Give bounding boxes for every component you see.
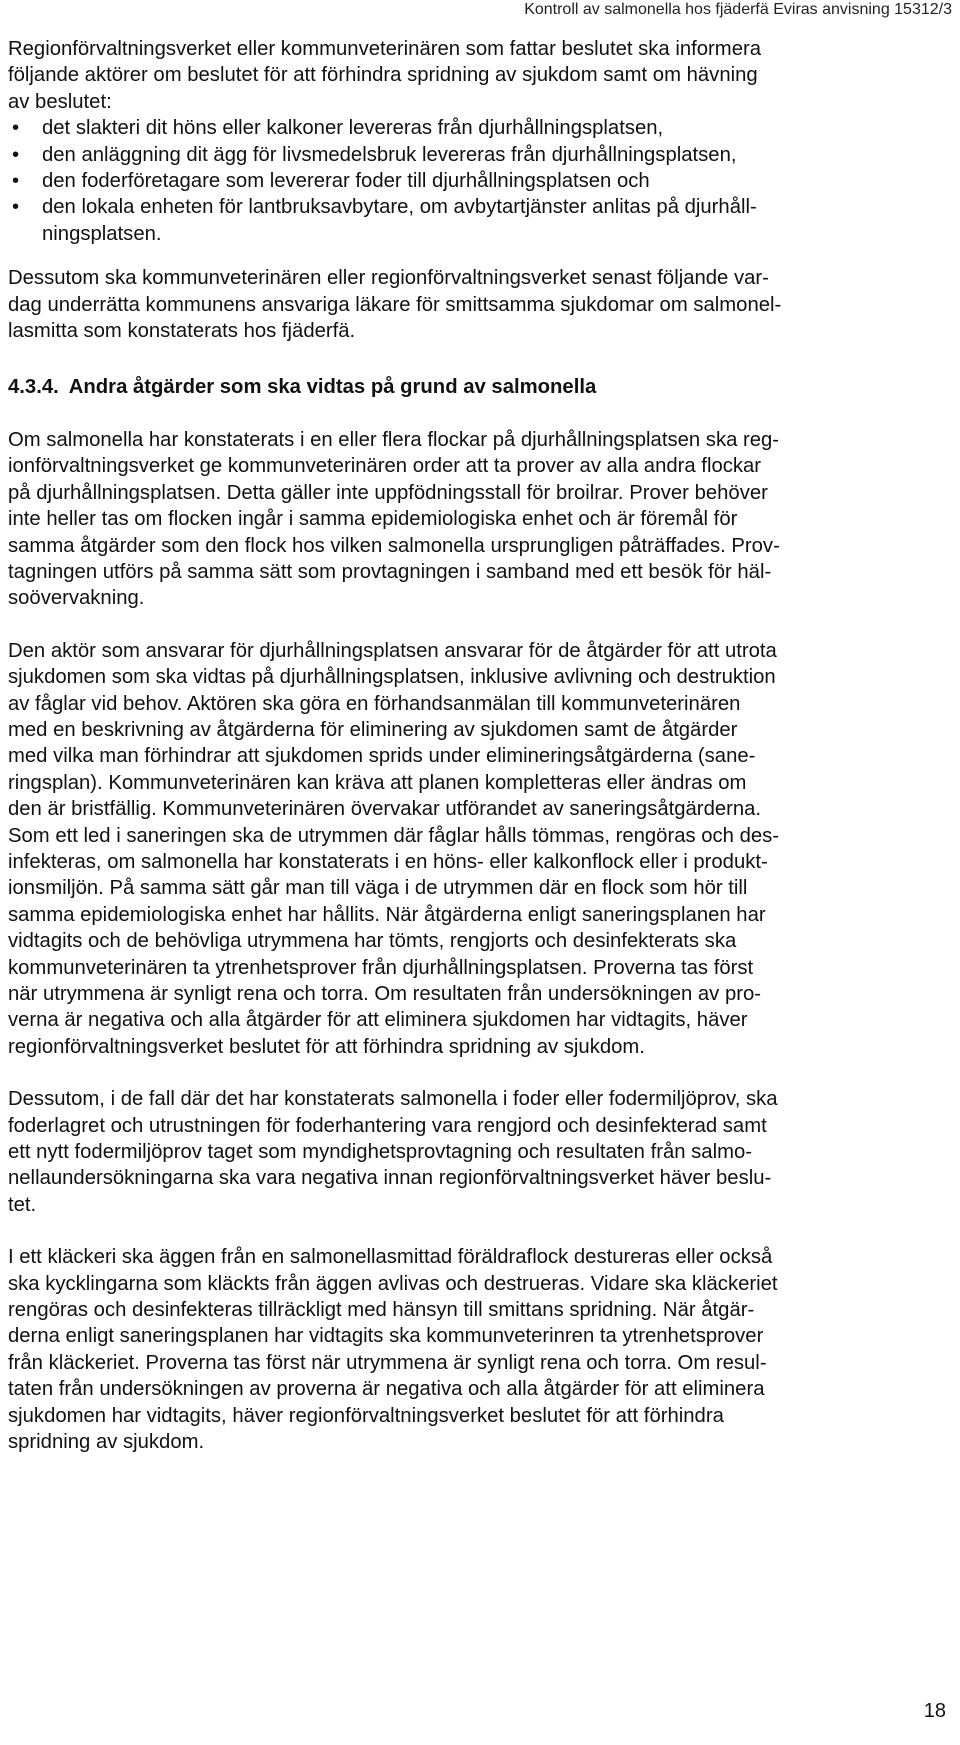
intro-paragraph: Regionförvaltningsverket eller kommunveterinären som fattar beslutet ska informera följande aktörer om beslutet för att förhindra spridning av sjukdom samt om hävning av beslutet: xyxy=(8,38,762,113)
paragraph-hatchery: I ett kläckeri ska äggen från en salmonellasmittad föräldraflock destureras eller också ska kycklingarna som kläckts från äggen avlivas och destrueras. Vidare ska kläckeriet rengöras och desinfekteras tillräckligt med hänsyn till smittans spridning. När åtgär- derna enligt saneringsplanen har vidtagits ska kommunveterinren ta ytrenhetsprover från kläckeriet. Proverna tas först när utrymmena är synligt rena och torra. Om resul- taten från undersökningen av proverna är negativa och alla åtgärder för att eliminera sjukdomen har vidtagits, häver regionförvaltningsverket beslutet för att förhindra spridning av sjukdom. xyxy=(8,1246,778,1454)
page-body xyxy=(8,36,952,1456)
list-item: • den foderföretagare som levererar foder till djurhållningsplatsen och xyxy=(8,168,952,194)
paragraph-feed: Dessutom, i de fall där det har konstaterats salmonella i foder eller fodermiljöprov, ska foderlagret och utrustningen för foderhantering vara rengjord och desinfekterad samt ett nytt fodermiljöprov taget som myndighetsprovtagning och resultaten från salmo- nellaundersökningarna ska vara negativa innan regionförvaltningsverket häver beslu- tet. xyxy=(8,1088,778,1216)
recipient-list xyxy=(8,115,952,247)
bullet-icon: • xyxy=(12,143,20,166)
page-number: 18 xyxy=(923,1700,946,1722)
paragraph-notification: Dessutom ska kommunveterinären eller regionförvaltningsverket senast följande var- dag underrätta kommunens ansvariga läkare för smittsamma sjukdomar om salmonel- lasmitta som konstaterats hos fjäderfä. xyxy=(8,267,782,343)
section-number: 4.3.4. xyxy=(8,376,59,399)
bullet-icon: • xyxy=(12,117,20,140)
bullet-icon: • xyxy=(12,196,20,219)
running-header: Kontroll av salmonella hos fjäderfä Eviras anvisning 15312/3 xyxy=(524,1,952,18)
list-item: • det slakteri dit höns eller kalkoner levereras från djurhållningsplatsen, xyxy=(8,115,952,141)
paragraph-responsibility: Den aktör som ansvarar för djurhållningsplatsen ansvarar för de åtgärder för att utrota sjukdomen som ska vidtas på djurhållningsplatsen, inklusive avlivning och destruktion av fåglar vid behov. Aktören ska göra en förhandsanmälan till kommunveterinären med en beskrivning av åtgärderna för eliminering av sjukdomen samt de åtgärder med vilka man förhindrar att sjukdomen sprids under elimineringsåtgärderna (sane- ringsplan). Kommunveterinären kan kräva att planen kompletteras eller ändras om den är bristfällig. Kommunveterinären övervakar utförandet av saneringsåtgärderna. Som ett led i saneringen ska de utrymmen där fåglar hålls tömmas, rengöras och des- infekteras, om salmonella har konstaterats i en höns- eller kalkonflock eller i produkt- ionsmiljön. På samma sätt går man till väga i de utrymmen där en flock som hör till samma epidemiologiska enhet har hållits. När åtgärderna enligt saneringsplanen har vidtagits och de behövliga utrymmena har tömts, rengjorts och desinfekterats ska kommunveterinären ta ytrenhetsprover från djurhållningsplatsen. Proverna tas först när utrymmena är synligt rena och torra. Om resultaten från undersökningen av pro- verna är negativa och alla åtgärder för att eliminera sjukdomen har vidtagits, häver regionförvaltningsverket beslutet för att förhindra spridning av sjukdom. xyxy=(8,639,780,1058)
bullet-icon: • xyxy=(12,170,20,193)
section-title: Andra åtgärder som ska vidtas på grund av salmonella xyxy=(68,376,597,399)
list-item: • den anläggning dit ägg för livsmedelsbruk levereras från djurhållningsplatsen, xyxy=(8,142,952,168)
section-heading xyxy=(8,374,952,400)
list-item: • den lokala enheten för lantbruksavbytare, om avbytartjänster anlitas på djurhåll- ningsplatsen. xyxy=(12,196,757,245)
paragraph-sampling: Om salmonella har konstaterats i en eller flera flockar på djurhållningsplatsen ska reg- ionförvaltningsverket ge kommunveterinären order att ta prover av alla andra flockar på djurhållningsplatsen. Detta gäller inte uppfödningsstall för broilrar. Prover behöver inte heller tas om flocken ingår i samma epidemiologiska enhet och är föremål för samma åtgärder som den flock hos vilken salmonella ursprungligen påträffades. Prov- tagningen utförs på samma sätt som provtagningen i samband med ett besök för häl- soövervakning. xyxy=(8,428,780,610)
